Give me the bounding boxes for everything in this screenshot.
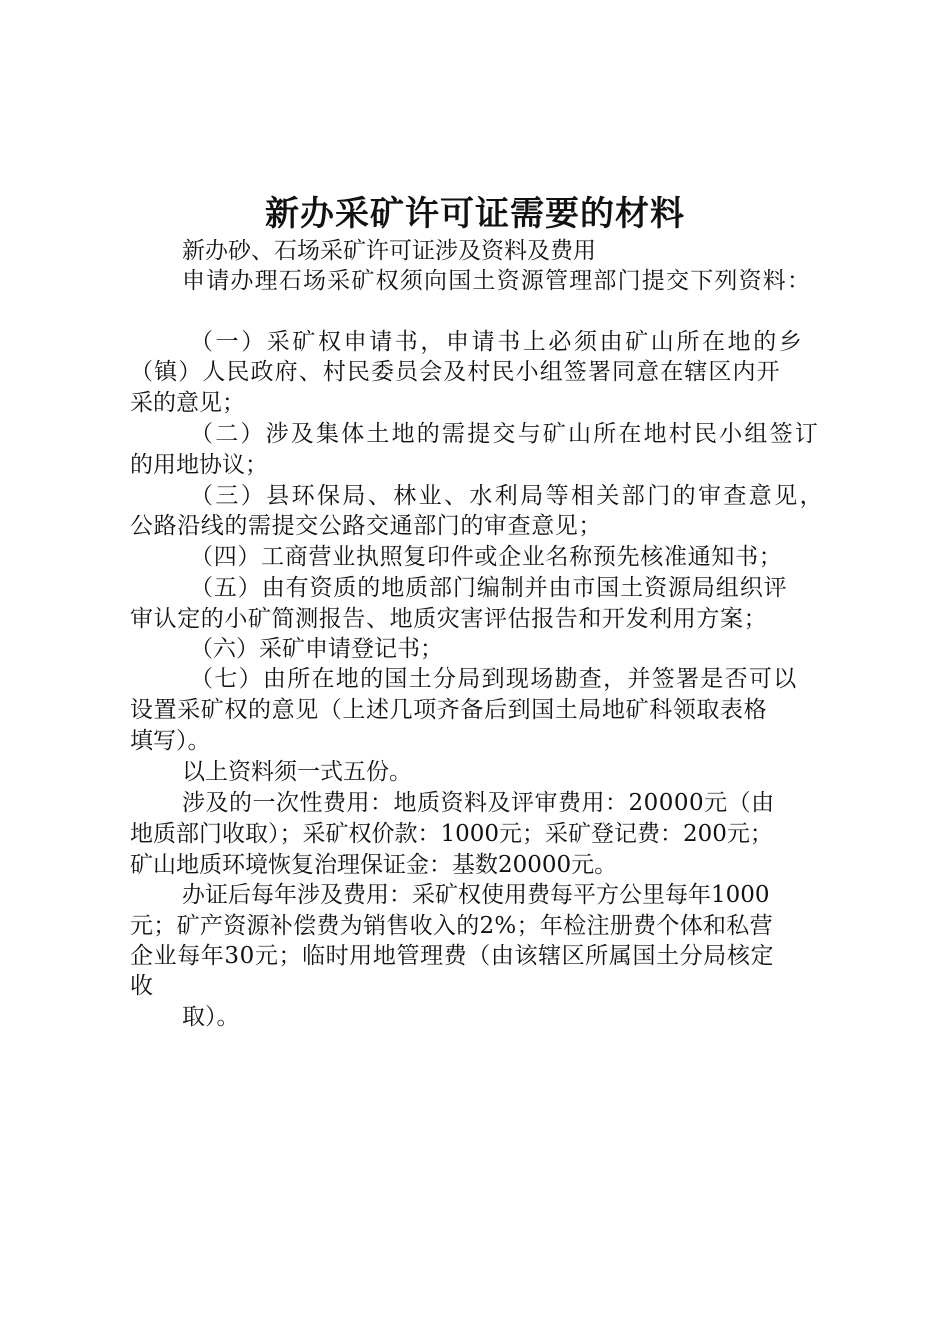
item-3-line-1: （三）县环保局、林业、水利局等相关部门的审查意见， bbox=[190, 483, 825, 509]
item-3-line-2: 公路沿线的需提交公路交通部门的审查意见； bbox=[130, 513, 602, 539]
item-1-line-2: （镇）人民政府、村民委员会及村民小组签署同意在辖区内开 bbox=[130, 359, 781, 385]
annual-fees-line-1: 办证后每年涉及费用：采矿权使用费每平方公里每年1000 bbox=[182, 882, 770, 908]
item-6-line-1: （六）采矿申请登记书； bbox=[190, 636, 443, 662]
annual-fees-line-2: 元；矿产资源补偿费为销售收入的2%；年检注册费个体和私营 bbox=[130, 913, 773, 939]
item-7-line-2: 设置采矿权的意见（上述几项齐备后到国土局地矿科领取表格 bbox=[130, 697, 768, 723]
annual-fees-line-4: 收 bbox=[130, 973, 153, 999]
copies-line: 以上资料须一式五份。 bbox=[182, 759, 412, 785]
item-4-line-1: （四）工商营业执照复印件或企业名称预先核准通知书； bbox=[190, 544, 783, 570]
subtitle-line: 新办砂、石场采矿许可证涉及资料及费用 bbox=[182, 238, 596, 264]
document-title: 新办采矿许可证需要的材料 bbox=[265, 194, 685, 234]
one-time-fees-line-3: 矿山地质环境恢复治理保证金：基数20000元。 bbox=[130, 852, 618, 878]
annual-fees-line-3: 企业每年30元；临时用地管理费（由该辖区所属国土分局核定 bbox=[130, 943, 775, 969]
one-time-fees-line-2: 地质部门收取）；采矿权价款：1000元；采矿登记费：200元； bbox=[130, 821, 773, 847]
item-1-line-3: 采的意见； bbox=[130, 390, 245, 416]
item-2-line-1: （二）涉及集体土地的需提交与矿山所在地村民小组签订 bbox=[190, 421, 820, 447]
item-1-line-1: （一）采矿权申请书，申请书上必须由矿山所在地的乡 bbox=[190, 329, 805, 355]
item-2-line-2: 的用地协议； bbox=[130, 452, 268, 478]
one-time-fees-line-1: 涉及的一次性费用：地质资料及评审费用：20000元（由 bbox=[182, 790, 775, 816]
item-7-line-3: 填写）。 bbox=[130, 728, 211, 754]
item-7-line-1: （七）由所在地的国土分局到现场勘查，并签署是否可以 bbox=[190, 666, 798, 692]
item-5-line-1: （五）由有资质的地质部门编制并由市国土资源局组织评 bbox=[190, 575, 788, 601]
annual-fees-line-5: 取）。 bbox=[182, 1004, 240, 1030]
intro-line: 申请办理石场采矿权须向国土资源管理部门提交下列资料： bbox=[182, 268, 812, 294]
item-5-line-2: 审认定的小矿简测报告、地质灾害评估报告和开发利用方案； bbox=[130, 606, 768, 632]
